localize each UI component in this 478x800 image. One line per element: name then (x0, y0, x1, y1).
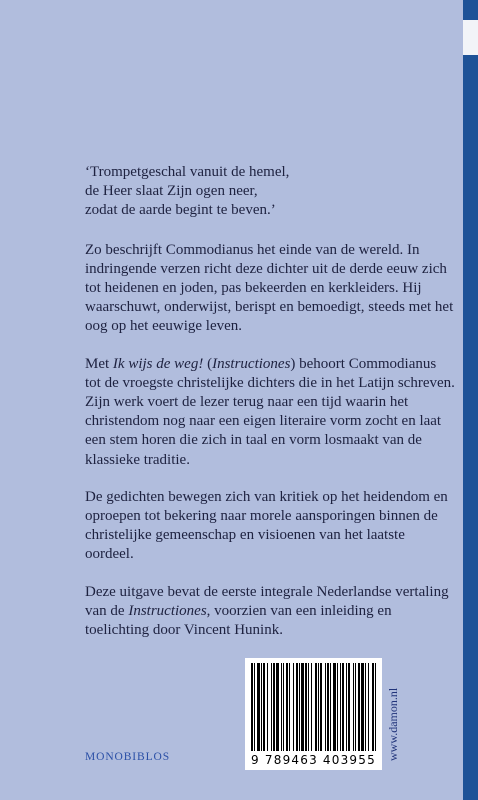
spine-edge (463, 0, 478, 800)
barcode-bar (315, 663, 317, 751)
barcode-bar (254, 663, 255, 751)
barcode-bar (301, 663, 304, 751)
paragraph-intro: Zo beschrijft Commodianus het einde van de wereld. In indringende verzen richt deze dichter uit de derde eeuw zich tot heidenen en joden, pas bekeerden en kerkleiders. Hij waarschuwt, onderwijst, berispt en bemoedigt, steeds met het oog op het eeuwige leven. (85, 241, 454, 335)
barcode-bar (325, 663, 326, 751)
barcode-bar (342, 663, 344, 751)
barcode-bar (283, 663, 284, 751)
title-latin: Instructiones (212, 355, 291, 372)
p4-lead: Deze uitgave bevat de eerste integrale Nederlandse vertaling van de (85, 583, 449, 619)
barcode-bar (333, 663, 336, 751)
barcode-bar (346, 663, 347, 751)
epigraph-quote (85, 163, 455, 221)
p2-open: ( (203, 355, 213, 372)
paragraph-themes: De gedichten bewegen zich van kritiek op het heidendom en oproepen tot bekering naar morele aansporingen binnen de christelijke gemeenschap en visioenen van het laatste oordeel. (85, 488, 448, 563)
barcode-bar (273, 663, 275, 751)
barcode-bar (267, 663, 268, 751)
barcode-bar (308, 663, 309, 751)
barcode-bar (320, 663, 322, 751)
paragraph-work (85, 355, 455, 470)
barcode-bar (299, 663, 300, 751)
barcode-bar (358, 663, 360, 751)
paragraph-edition (85, 583, 455, 641)
barcode-bar (293, 663, 294, 751)
barcode-bar (355, 663, 356, 751)
barcode-bar (296, 663, 298, 751)
barcode-bar (281, 663, 282, 751)
spine-mark (463, 20, 478, 55)
barcode-bar (289, 663, 290, 751)
quote-line: zodat de aarde begint te beven.’ (85, 202, 276, 219)
barcode-bar (375, 663, 376, 751)
barcode-bar (311, 663, 312, 751)
barcode-bar (257, 663, 260, 751)
barcode-bar (271, 663, 272, 751)
barcode-bar (327, 663, 329, 751)
publisher-name: MONOBIBLOS (85, 751, 171, 763)
title-latin: Instructiones (128, 602, 207, 619)
barcode-bar (348, 663, 350, 751)
barcode-bar (340, 663, 341, 751)
barcode-bar (365, 663, 366, 751)
p2-rest: ) behoort Commodianus tot de vroegste christelijke dichters die in het Latijn schreven. Zijn werk voert de lezer terug naar een tijd waarin het christendom nog naar een eigen literaire vorm zocht en laat een stem horen die zich in taal en vorm losmaakt van de klassieke traditie. (85, 355, 455, 468)
quote-line: de Heer slaat Zijn ogen neer, (85, 183, 258, 200)
publisher-website: www.damon.nl (386, 687, 400, 761)
isbn-number: 9 789463 403955 (251, 753, 376, 767)
barcode-bar (361, 663, 364, 751)
barcode-bar (368, 663, 369, 751)
barcode-bar (251, 663, 253, 751)
p2-lead: Met (85, 355, 113, 372)
isbn-barcode (245, 658, 382, 770)
barcode-bar (261, 663, 262, 751)
barcode-bar (263, 663, 265, 751)
barcode-bar (305, 663, 307, 751)
barcode-bar (372, 663, 374, 751)
barcode-bars (251, 663, 376, 751)
barcode-bar (276, 663, 279, 751)
barcode-bar (286, 663, 288, 751)
p4-rest: , voorzien van een inleiding en toelichting door Vincent Hunink. (85, 602, 392, 639)
barcode-bar (318, 663, 319, 751)
title-dutch: Ik wijs de weg! (112, 355, 204, 372)
quote-line: ‘Trompetgeschal vanuit de hemel, (85, 164, 290, 180)
back-cover-text (85, 163, 455, 658)
barcode-bar (353, 663, 354, 751)
barcode-bar (330, 663, 331, 751)
barcode-bar (337, 663, 338, 751)
